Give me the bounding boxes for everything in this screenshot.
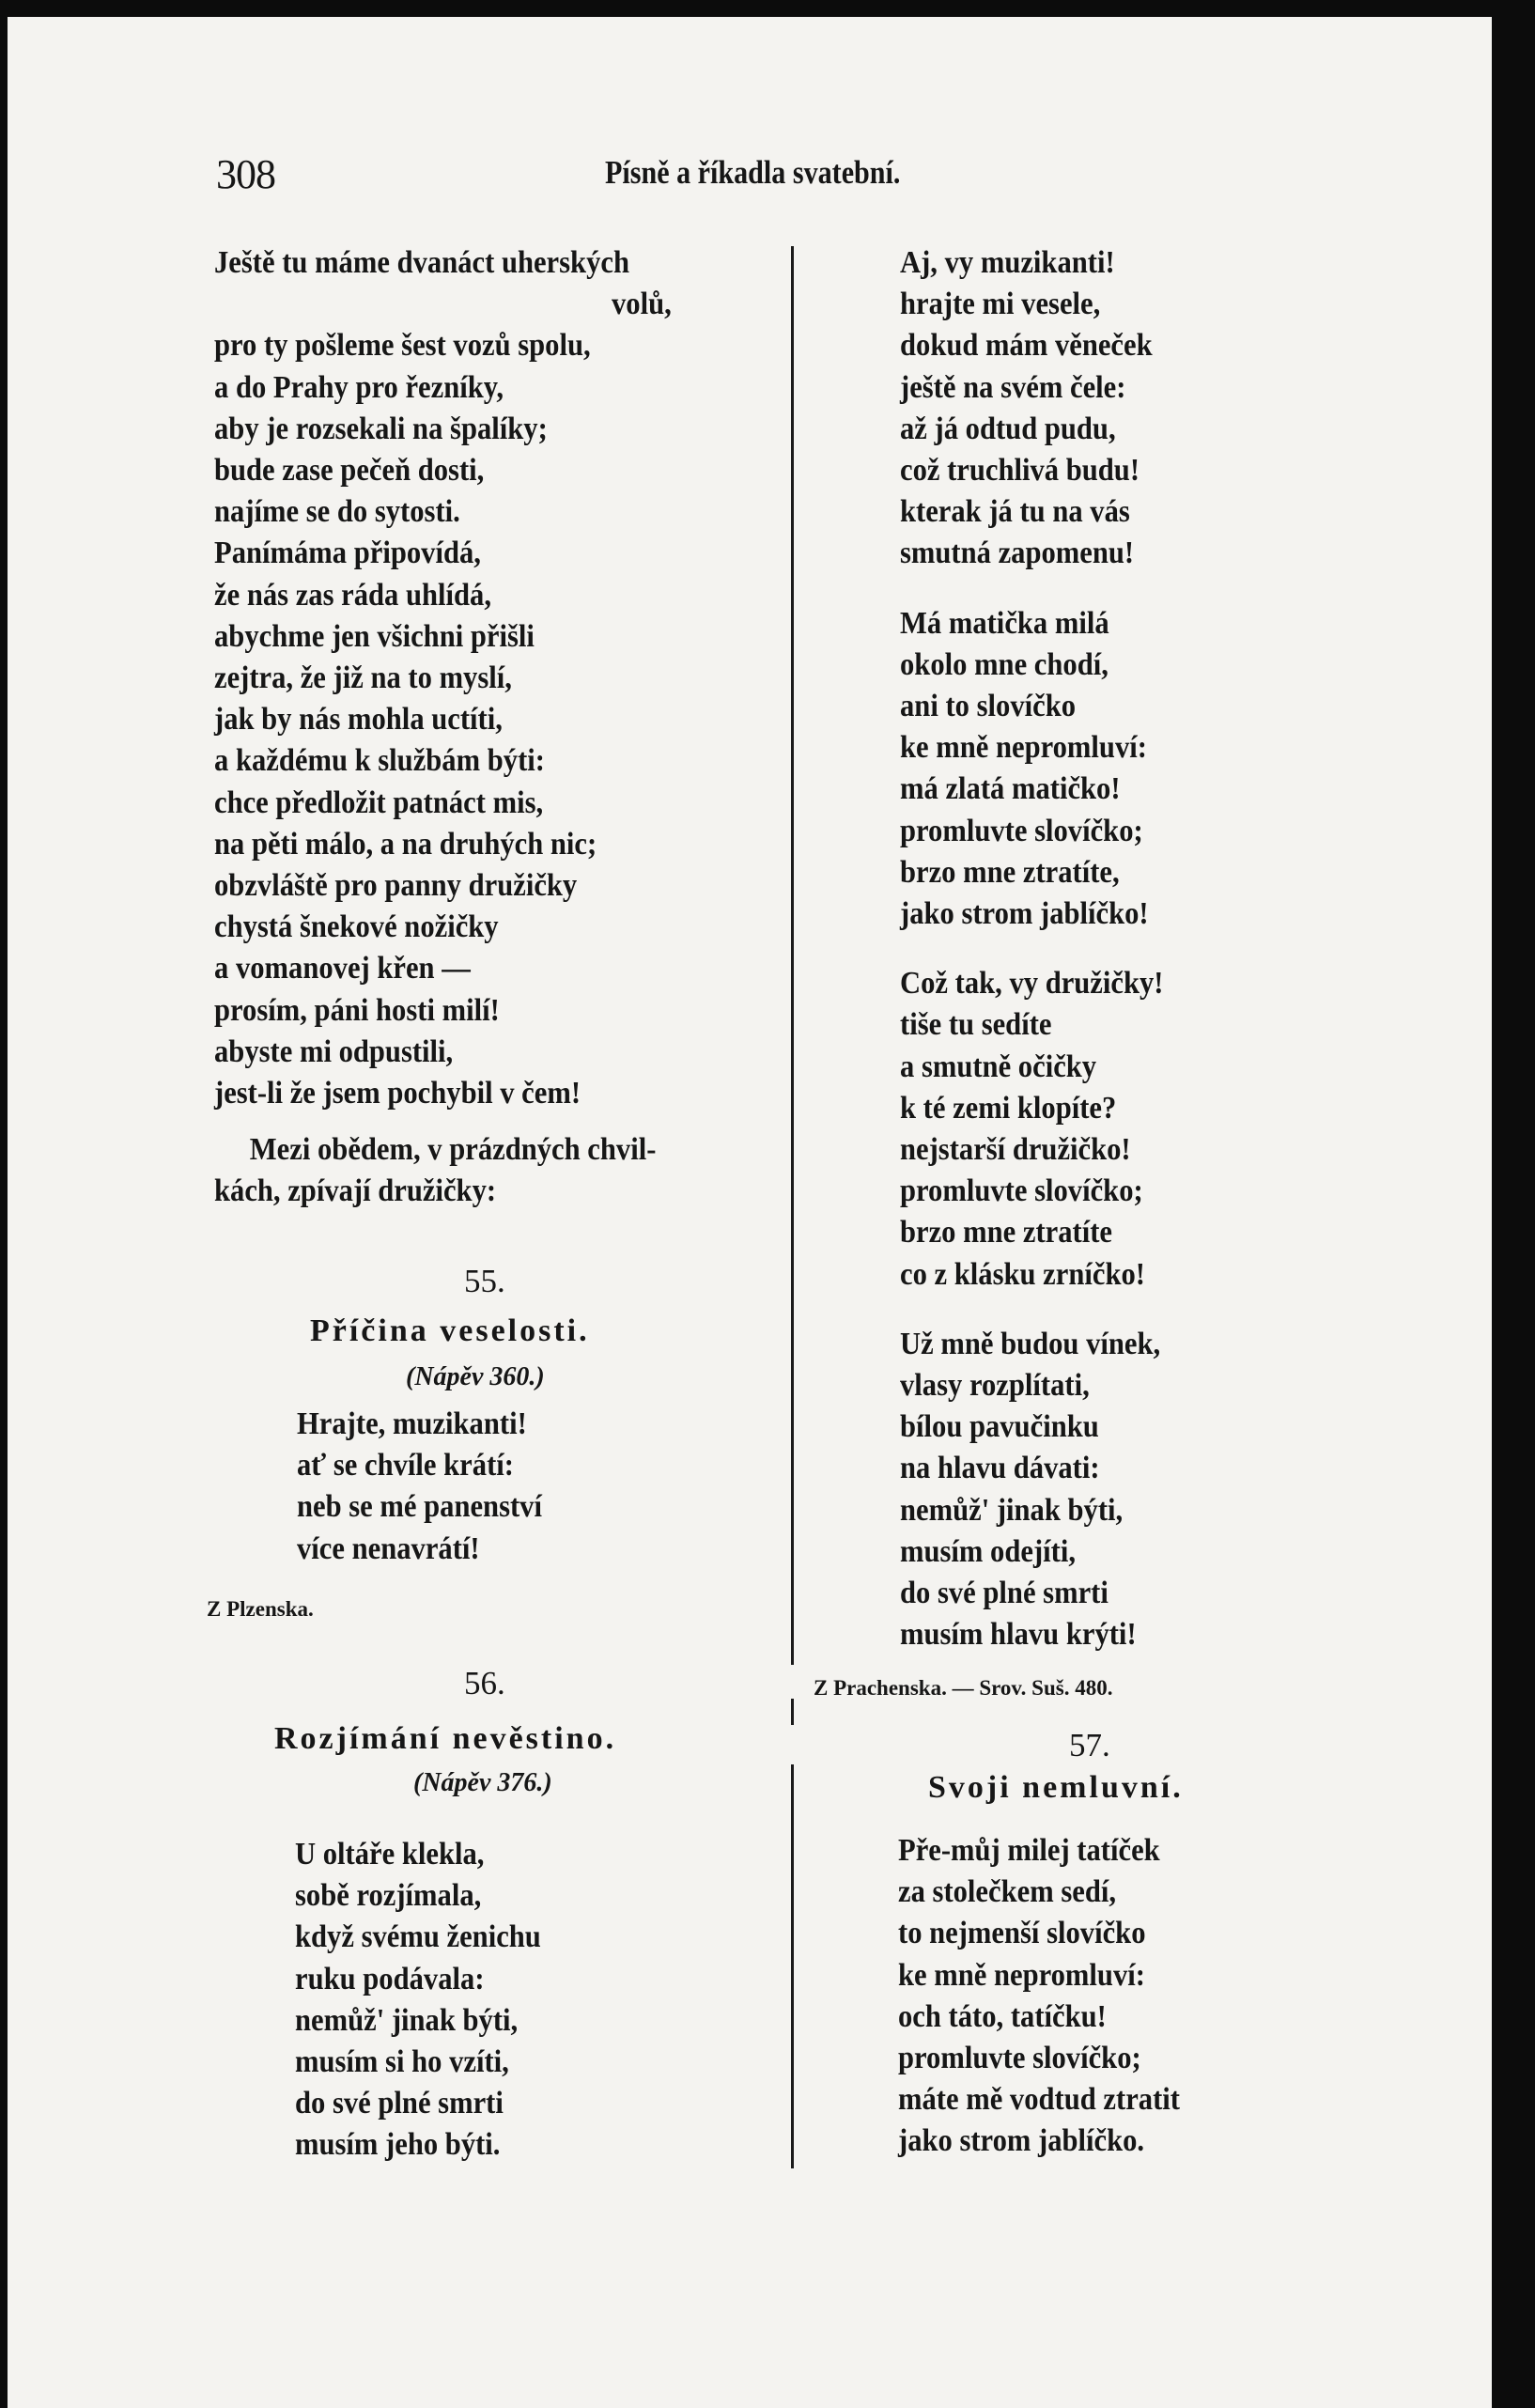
verse-line: ještě na svém čele: bbox=[900, 369, 1126, 405]
verse-line: jako strom jablíčko. bbox=[898, 2123, 1145, 2159]
verse-line: abychme jen všichni přišli bbox=[214, 618, 535, 654]
verse-line: vlasy rozplítati, bbox=[900, 1368, 1090, 1404]
verse-line: sobě rozjímala, bbox=[295, 1878, 482, 1914]
verse-line: najíme se do sytosti. bbox=[214, 494, 460, 530]
verse-line: více nenavrátí! bbox=[297, 1530, 480, 1566]
stanza bbox=[900, 963, 1445, 1296]
verse-line: k té zemi klopíte? bbox=[900, 1090, 1117, 1126]
verse-line: hrajte mi vesele, bbox=[900, 287, 1101, 322]
song-57-verse bbox=[898, 1830, 1211, 2163]
stanza bbox=[900, 603, 1445, 936]
left-column bbox=[214, 242, 787, 1213]
verse-line: brzo mne ztratíte bbox=[900, 1215, 1112, 1251]
verse-line: když svému ženichu bbox=[295, 1919, 541, 1955]
verse-line: abyste mi odpustili, bbox=[214, 1033, 454, 1069]
verse-line: U oltáře klekla, bbox=[295, 1837, 485, 1872]
tune-reference: (Nápěv 360.) bbox=[406, 1362, 545, 1391]
stanza bbox=[900, 242, 1445, 575]
page-number: 308 bbox=[216, 151, 275, 197]
poem-continuation bbox=[214, 242, 787, 1114]
verse-line: za stolečkem sedí, bbox=[898, 1874, 1117, 1910]
verse-line: smutná zapomenu! bbox=[900, 536, 1135, 571]
verse-line: prosím, páni hosti milí! bbox=[214, 992, 500, 1028]
song-title: Svoji nemluvní. bbox=[928, 1770, 1184, 1805]
verse-line: ke mně nepromluví: bbox=[900, 730, 1147, 766]
tune-reference: (Nápěv 376.) bbox=[413, 1768, 552, 1797]
verse-line: a vomanovej křen — bbox=[214, 951, 471, 987]
verse-line: tiše tu sedíte bbox=[900, 1007, 1052, 1043]
verse-line: jak by nás mohla uctíti, bbox=[214, 702, 503, 738]
source-note: Z Prachenska. — Srov. Suš. 480. bbox=[814, 1676, 1113, 1700]
prose-line: kách, zpívají družičky: bbox=[214, 1173, 497, 1209]
verse-line: musím si ho vzíti, bbox=[295, 2044, 509, 2080]
verse-line: promluvte slovíčko; bbox=[898, 2041, 1141, 2076]
verse-line: Má matička milá bbox=[900, 605, 1109, 641]
song-number: 57. bbox=[1069, 1727, 1110, 1763]
song-56-verse bbox=[295, 1834, 568, 2167]
verse-line: Hrajte, muzikanti! bbox=[297, 1406, 527, 1441]
verse-line: promluvte slovíčko; bbox=[900, 813, 1143, 848]
verse-line: och táto, tatíčku! bbox=[898, 1998, 1107, 2034]
verse-line: obzvláště pro panny družičky bbox=[214, 868, 578, 904]
column-divider bbox=[791, 246, 794, 1665]
verse-line: kterak já tu na vás bbox=[900, 494, 1130, 530]
book-page bbox=[8, 17, 1492, 2408]
song-title: Příčina veselosti. bbox=[310, 1313, 590, 1348]
verse-line: do své plné smrti bbox=[900, 1576, 1109, 1611]
verse-line: Což tak, vy družičky! bbox=[900, 966, 1164, 1002]
verse-line: volů, bbox=[612, 287, 672, 322]
verse-line: zejtra, že již na to myslí, bbox=[214, 660, 512, 696]
verse-line: jako strom jablíčko! bbox=[900, 896, 1149, 932]
verse-line: což truchlivá budu! bbox=[900, 453, 1140, 489]
verse-line: co z klásku zrníčko! bbox=[900, 1256, 1145, 1292]
verse-line: Pře-můj milej tatíček bbox=[898, 1833, 1160, 1868]
verse-line: a každému k službám býti: bbox=[214, 743, 545, 779]
verse-line: bílou pavučinku bbox=[900, 1409, 1099, 1445]
prose-line: Mezi obědem, v prázdných chvil- bbox=[249, 1132, 657, 1168]
verse-line: do své plné smrti bbox=[295, 2086, 504, 2121]
verse-line: musím jeho býti. bbox=[295, 2127, 501, 2163]
verse-line: musím hlavu krýti! bbox=[900, 1617, 1137, 1653]
verse-line: ať se chvíle krátí: bbox=[297, 1448, 514, 1484]
verse-line: Ještě tu máme dvanáct uherských bbox=[214, 245, 629, 280]
verse-line: chce předložit patnáct mis, bbox=[214, 785, 544, 820]
verse-line: ani to slovíčko bbox=[900, 689, 1077, 724]
verse-line: okolo mne chodí, bbox=[900, 646, 1109, 682]
verse-line: na hlavu dávati: bbox=[900, 1451, 1100, 1486]
verse-line: má zlatá matičko! bbox=[900, 771, 1121, 807]
song-55-verse bbox=[297, 1404, 569, 1570]
running-title: Písně a říkadla svatební. bbox=[605, 154, 901, 191]
verse-line: aby je rozsekali na špalíky; bbox=[214, 411, 548, 446]
verse-line: nemůž' jinak býti, bbox=[295, 2002, 519, 2038]
verse-line: a smutně očičky bbox=[900, 1049, 1097, 1084]
source-note: Z Plzenska. bbox=[207, 1597, 314, 1621]
song-title: Rozjímání nevěstino. bbox=[274, 1721, 617, 1756]
verse-line: Panímáma připovídá, bbox=[214, 536, 481, 571]
verse-line: jest-li že jsem pochybil v čem! bbox=[214, 1076, 581, 1111]
verse-line: bude zase pečeň dosti, bbox=[214, 453, 485, 489]
verse-line: neb se mé panenství bbox=[297, 1489, 542, 1525]
verse-line: brzo mne ztratíte, bbox=[900, 854, 1120, 890]
verse-line: pro ty pošleme šest vozů spolu, bbox=[214, 328, 591, 364]
column-divider bbox=[791, 1699, 794, 1725]
verse-line: dokud mám věneček bbox=[900, 328, 1153, 364]
verse-line: musím odejíti, bbox=[900, 1533, 1077, 1569]
column-divider bbox=[791, 1764, 794, 2168]
right-column bbox=[900, 242, 1445, 1656]
verse-line: chystá šnekové nožičky bbox=[214, 909, 499, 945]
song-number: 55. bbox=[464, 1263, 505, 1299]
verse-line: nejstarší družičko! bbox=[900, 1132, 1131, 1168]
verse-line: Už mně budou vínek, bbox=[900, 1326, 1161, 1361]
verse-line: ke mně nepromluví: bbox=[898, 1957, 1145, 1993]
verse-line: to nejmenší slovíčko bbox=[898, 1916, 1146, 1951]
verse-line: ruku podávala: bbox=[295, 1961, 485, 1996]
verse-line: na pěti málo, a na druhých nic; bbox=[214, 826, 597, 862]
verse-line: promluvte slovíčko; bbox=[900, 1173, 1143, 1209]
stanza bbox=[900, 1324, 1445, 1656]
verse-line: máte mě vodtud ztratit bbox=[898, 2082, 1180, 2118]
verse-line: a do Prahy pro řezníky, bbox=[214, 369, 504, 405]
prose-note bbox=[214, 1129, 787, 1212]
song-number: 56. bbox=[464, 1665, 505, 1701]
verse-line: nemůž' jinak býti, bbox=[900, 1492, 1124, 1528]
verse-line: že nás zas ráda uhlídá, bbox=[214, 577, 491, 613]
verse-line: až já odtud pudu, bbox=[900, 411, 1116, 446]
verse-line: Aj, vy muzikanti! bbox=[900, 245, 1115, 280]
